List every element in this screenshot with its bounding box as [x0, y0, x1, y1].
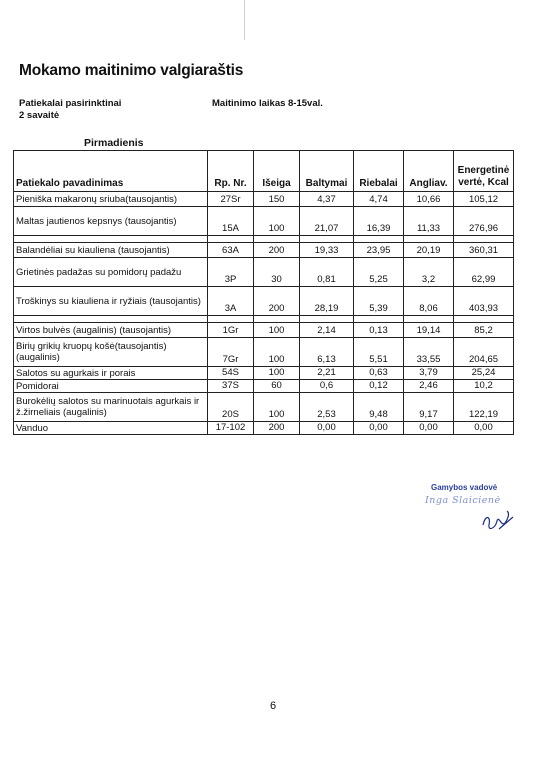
table-header-row — [14, 151, 514, 192]
cell-carbs: 10,66 — [404, 192, 454, 207]
spacer-cell — [14, 236, 208, 243]
cell-energy: 360,31 — [454, 243, 514, 258]
cell-protein: 28,19 — [300, 287, 354, 316]
spacer-cell — [14, 316, 208, 323]
header-energy-line2: vertė, Kcal — [458, 177, 509, 188]
cell-dish-name: Birių grikių kruopų košė(tausojantis)(augalinis) — [14, 338, 208, 367]
cell-energy: 403,93 — [454, 287, 514, 316]
cell-fat: 0,63 — [354, 367, 404, 380]
header-yield: Išeiga — [254, 151, 300, 192]
cell-energy: 0,00 — [454, 422, 514, 435]
cell-energy: 25,24 — [454, 367, 514, 380]
cell-yield: 100 — [254, 207, 300, 236]
spacer-cell — [354, 236, 404, 243]
header-dish-name: Patiekalo pavadinimas — [14, 151, 208, 192]
subtitle-optional-dishes: Patiekalai pasirinktinai — [19, 98, 122, 109]
cell-dish-name: Maltas jautienos kepsnys (tausojantis) — [14, 207, 208, 236]
cell-energy: 122,19 — [454, 393, 514, 422]
cell-rp: 7Gr — [208, 338, 254, 367]
cell-fat: 0,13 — [354, 323, 404, 338]
table-row — [14, 287, 514, 316]
spacer-cell — [254, 236, 300, 243]
cell-energy: 276,96 — [454, 207, 514, 236]
cell-rp: 27Sr — [208, 192, 254, 207]
spacer-cell — [354, 316, 404, 323]
cell-fat: 5,39 — [354, 287, 404, 316]
spacer-cell — [454, 236, 514, 243]
menu-table — [13, 150, 514, 435]
table-spacer-row — [14, 316, 514, 323]
spacer-cell — [454, 316, 514, 323]
cell-yield: 100 — [254, 367, 300, 380]
cell-energy: 204,65 — [454, 338, 514, 367]
cell-energy: 105,12 — [454, 192, 514, 207]
page-number: 6 — [270, 700, 277, 712]
spacer-cell — [254, 316, 300, 323]
header-energy — [454, 151, 514, 192]
cell-protein: 0,81 — [300, 258, 354, 287]
header-energy-line1: Energetinė — [457, 165, 510, 176]
spacer-cell — [208, 236, 254, 243]
cell-yield: 150 — [254, 192, 300, 207]
cell-energy: 10,2 — [454, 380, 514, 393]
cell-rp: 17-102 — [208, 422, 254, 435]
scan-fold-line — [244, 0, 245, 40]
cell-rp: 63A — [208, 243, 254, 258]
spacer-cell — [208, 316, 254, 323]
cell-fat: 23,95 — [354, 243, 404, 258]
cell-carbs: 11,33 — [404, 207, 454, 236]
cell-yield: 200 — [254, 422, 300, 435]
cell-dish-name: Burokėlių salotos su marinuotais agurkais ir ž.žirneliais (augalinis) — [14, 393, 208, 422]
cell-fat: 5,51 — [354, 338, 404, 367]
spacer-cell — [300, 316, 354, 323]
cell-protein: 6,13 — [300, 338, 354, 367]
cell-carbs: 2,46 — [404, 380, 454, 393]
stamp-position: Gamybos vadovė — [431, 483, 498, 492]
table-row — [14, 207, 514, 236]
cell-rp: 54S — [208, 367, 254, 380]
cell-fat: 5,25 — [354, 258, 404, 287]
cell-yield: 100 — [254, 393, 300, 422]
cell-fat: 9,48 — [354, 393, 404, 422]
document-title: Mokamo maitinimo valgiaraštis — [19, 62, 244, 79]
handwritten-signature-icon — [477, 507, 517, 535]
cell-carbs: 8,06 — [404, 287, 454, 316]
cell-rp: 37S — [208, 380, 254, 393]
table-row — [14, 393, 514, 422]
cell-protein: 4,37 — [300, 192, 354, 207]
cell-rp: 3P — [208, 258, 254, 287]
cell-protein: 0,6 — [300, 380, 354, 393]
cell-carbs: 3,2 — [404, 258, 454, 287]
cell-dish-name: Troškinys su kiauliena ir ryžiais (tausojantis) — [14, 287, 208, 316]
header-carbs: Angliav. — [404, 151, 454, 192]
cell-carbs: 19,14 — [404, 323, 454, 338]
table-spacer-row — [14, 236, 514, 243]
cell-dish-name: Vanduo — [14, 422, 208, 435]
table-row — [14, 323, 514, 338]
header-recipe-number: Rp. Nr. — [208, 151, 254, 192]
cell-protein: 21,07 — [300, 207, 354, 236]
table-row — [14, 367, 514, 380]
table-row — [14, 422, 514, 435]
table-row — [14, 338, 514, 367]
cell-protein: 0,00 — [300, 422, 354, 435]
cell-dish-name: Salotos su agurkais ir porais — [14, 367, 208, 380]
cell-carbs: 3,79 — [404, 367, 454, 380]
spacer-cell — [404, 316, 454, 323]
cell-carbs: 9,17 — [404, 393, 454, 422]
cell-rp: 20S — [208, 393, 254, 422]
spacer-cell — [404, 236, 454, 243]
cell-dish-name: Virtos bulvės (augalinis) (tausojantis) — [14, 323, 208, 338]
table-row — [14, 258, 514, 287]
header-fat: Riebalai — [354, 151, 404, 192]
cell-dish-name: Balandėliai su kiauliena (tausojantis) — [14, 243, 208, 258]
cell-energy: 85,2 — [454, 323, 514, 338]
cell-yield: 30 — [254, 258, 300, 287]
cell-dish-name: Grietinės padažas su pomidorų padažu — [14, 258, 208, 287]
cell-fat: 0,12 — [354, 380, 404, 393]
cell-carbs: 20,19 — [404, 243, 454, 258]
cell-yield: 100 — [254, 338, 300, 367]
cell-fat: 16,39 — [354, 207, 404, 236]
serving-time: Maitinimo laikas 8-15val. — [212, 98, 323, 109]
cell-fat: 4,74 — [354, 192, 404, 207]
cell-yield: 200 — [254, 243, 300, 258]
table-row — [14, 380, 514, 393]
cell-yield: 60 — [254, 380, 300, 393]
cell-dish-name: Pieniška makaronų sriuba(tausojantis) — [14, 192, 208, 207]
cell-protein: 2,14 — [300, 323, 354, 338]
cell-fat: 0,00 — [354, 422, 404, 435]
spacer-cell — [300, 236, 354, 243]
table-row — [14, 192, 514, 207]
cell-protein: 2,53 — [300, 393, 354, 422]
cell-protein: 2,21 — [300, 367, 354, 380]
header-protein: Baltymai — [300, 151, 354, 192]
cell-energy: 62,99 — [454, 258, 514, 287]
cell-yield: 100 — [254, 323, 300, 338]
menu-table-body — [14, 192, 514, 435]
cell-protein: 19,33 — [300, 243, 354, 258]
cell-dish-name: Pomidorai — [14, 380, 208, 393]
day-label: Pirmadienis — [84, 137, 144, 149]
cell-rp: 1Gr — [208, 323, 254, 338]
cell-yield: 200 — [254, 287, 300, 316]
cell-carbs: 33,55 — [404, 338, 454, 367]
cell-rp: 3A — [208, 287, 254, 316]
cell-carbs: 0,00 — [404, 422, 454, 435]
signature-stamp — [425, 483, 525, 543]
stamp-name: Inga Slaicienė — [425, 495, 501, 506]
table-row — [14, 243, 514, 258]
cell-rp: 15A — [208, 207, 254, 236]
week-label: 2 savaitė — [19, 110, 60, 121]
